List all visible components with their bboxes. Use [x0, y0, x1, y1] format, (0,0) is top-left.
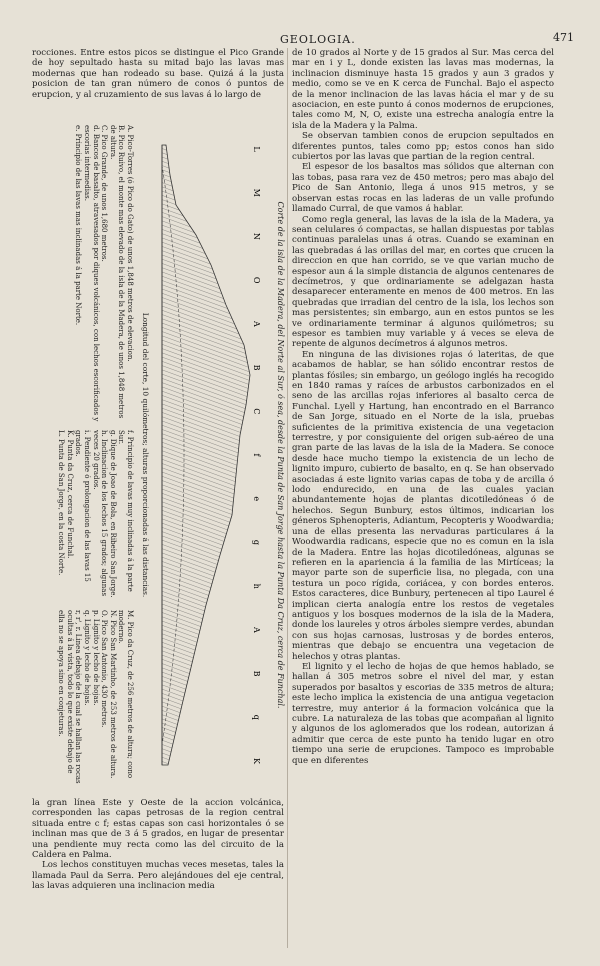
paragraph: Como regla general, las lavas de la isla de la Madera, ya sean celulares ó compactas, se hallan dispuestas por tablas continuas paralelas unas á otras. Cuando se examinan en las quebradas á las orillas del mar, en cortes que crucen la direccion en que han corrido, se ve que varian mucho de espesor aun á la simple distancia de algunos centenares de decímetros, y que ordinariamente se adelgazan hasta desaparecer enteramente en menos de 400 metros. En las quebradas que irradian del centro de la isla, los lechos son mas persistentes; sin embargo, aun en estos puntos se les ve ordinariamente terminar á algunos quilómetros; su espesor es tambien muy variable y á veces se eleva de repente de algunos decímetros á algunos metros. [292, 214, 554, 350]
profile-label: C [252, 408, 261, 415]
cross-section-profile [156, 135, 266, 775]
legend-item: r, r', r. Linea debajo de la cual se hallan las rocas ocultas á la vista, todo lo que existe debajo de ella no se apoya sino en conjeturas. [57, 610, 83, 784]
profile-label: B [252, 670, 261, 677]
figure-length-note: Longitud del corte, 10 quilómetros; alturas proporcionadas á las distancias. [141, 312, 150, 598]
left-column-top [32, 48, 284, 100]
legend-item: C. Pico Grande, de unos 1,680 metros. [100, 125, 109, 262]
paragraph: la gran línea Este y Oeste de la accion volcánica, corresponden las capas petrosas de la region central situada entre c f; estas capas son casi horizontales ó se inclinan mas que de 3 á 5 grados, en lugar de presentar una pendiente muy recta como las del circuito de la Caldera en Palma. [32, 798, 284, 861]
legend-column-1 [74, 125, 134, 425]
page-number: 471 [553, 31, 574, 44]
profile-label: q [252, 714, 261, 720]
profile-label: e [252, 496, 261, 502]
legend-item: q. Lignito y lecho de hojas. [83, 610, 92, 706]
legend-column-2 [57, 430, 134, 605]
profile-label: f [252, 453, 261, 457]
profile-label: M [252, 188, 261, 197]
profile-label: A [252, 320, 261, 327]
paragraph: En ninguna de las divisiones rojas ó lateritas, de que acabamos de hablar, se han sólido encontrar restos de plantas fósiles; sin embargo, un geólogo inglés ha recogido en 1840 ramas y raíces de arbustos carbonizados en el seno de las arcillas rojas inferiores al basalto cerca de Funchal. Lyell y Hartung, han encontrado en el Barranco de San Jorge, situado en el Norte de la isla, pruebas suficientes de la primitiva existencia de una vegetacion terrestre, y por consiguiente del origen sub-aéreo de una gran parte de las lavas de la isla de la Madera. Se conoce desde hace mucho tiempo la existencia de un lecho de lignito impuro, cubierto de basalto, en q. Se han observado asociadas á este lignito varias capas de toba y de arcilla ó lodo endurecido, en una de las cuales yacian abundantemente hojas de plantas dicotiledóneas ó de helechos. Segun Bunbury, estos últimos, indicarian los géneros Sphenopteris, Adiantum, Pecopteris y Woodwardia; una de ellas presenta las nervaduras particulares á la Woodwardia radicans, especie que no es comun en la isla de la Madera. Entre las hojas dicotiledóneas, algunas se refieren en la apariencia á la familia de las Mirtíceas; la mayor parte son de superficie lisa, no plegada, con una testura un poco rígida, coriácea, y con bordes enteros. Estos caracteres, dice Bunbury, pertenecen al tipo Laurel é implican cierta analogía entre los restos de vegetales antiguos y los bosques modernos de la isla de la Madera, donde los laureles y otros árboles siempre verdes, abundan con sus hojas carnosas, lustrosas y de bordes enteros, mientras que debajo se encuentra una vegetacion de helechos y otras plantas. [292, 349, 554, 662]
paragraph: El espesor de los basaltos mas sólidos que alternan con las tobas, pasa rara vez de 450 metros; pero mas abajo del Pico de San Antonio, llega á unos 915 metros, y se observan estas rocas en las laderas de un valle profundo llamado Curral, de que vamos á hablar. [292, 162, 554, 215]
paragraph: Los lechos constituyen muchas veces mesetas, tales la llamada Paul da Serra. Pero alejándoues del eje central, las lavas adquieren una inclinacion media [32, 860, 284, 892]
legend-item: e. Principio de las lavas mas inclinadas á la parte Norte. [74, 125, 83, 326]
legend-item: f. Principio de lavas muy inclinadas á la parte Sur. [117, 430, 134, 592]
legend-item: p. Lignito y lecho de hojas. [91, 610, 100, 706]
profile-label: A [252, 626, 261, 633]
figure-caption: Corte de la isla de la Madera, del Norte al Sur, ó sea, desde la Punta de San Jorge hasta la Punta Da Cruz, cerca de Funchal. [276, 201, 285, 709]
left-column-bottom [32, 798, 284, 892]
profile-label: N [252, 232, 261, 240]
legend-column-3 [57, 610, 134, 785]
legend-item: K. Punta da Cruz, cerca de Funchal. [65, 430, 74, 559]
profile-label: h [252, 583, 261, 589]
paragraph: Se observan tambien conos de erupcion sepultados en diferentes puntos, tales como pp; estos conos han sido cubiertos por las lavas que partian de la region central. [292, 131, 554, 163]
legend-item: B. Pico Ruivo, el monte mas elevado de la isla de la Madera, de unos 1,848 metros de altura. [108, 125, 126, 419]
legend-item: h. Inclinacion de los lechos 15 grados; algunas veces 20 grados. [91, 430, 109, 597]
geological-cross-section-figure [30, 120, 288, 790]
profile-label: O [252, 276, 261, 284]
legend-item: d. Bancos de basalto, atravesados por diques volcánicos, con lechos escorificados y escorias intermedias. [83, 125, 100, 422]
right-column [292, 48, 554, 766]
legend-item: L. Punta de San Jorge, en la costa Norte. [57, 430, 66, 576]
paragraph: de 10 grados al Norte y de 15 grados al Sur. Mas cerca del mar en i y L, donde existen las lavas mas modernas, la inclinacion disminuye hasta 15 grados y aun 3 grados y medio, como se ve en K cerca de Funchal. Bajo el aspecto de la menor inclinacion de las lavas hácia el mar y de su asociacion, en este punto á conos modernos de erupciones, tales como M, N, O, existe una estrecha analogía entre la isla de la Madera y la Palma. [292, 48, 554, 131]
legend-item: M. Pico da Cruz, de 256 metros de altura; cono moderno. [117, 610, 134, 779]
profile-label: K [252, 758, 261, 764]
profile-label: B [252, 364, 261, 371]
legend-item: g. Dique de Joao de Bola, en Ribeiro San Jorge. [108, 430, 117, 598]
legend-item: i. Pendiente ó prolongacion de las lavas 15 grados. [74, 430, 92, 582]
island-profile-shape [162, 145, 250, 765]
legend-item: A. Pico-Torres (ó Pico do Gato) de unos 1,848 metros de elevacion. [126, 125, 134, 362]
page-header: GEOLOGIA. [280, 33, 356, 46]
legend-item: O. Pico San Antonio, 430 metros. [100, 610, 109, 728]
paragraph: El lignito y el lecho de hojas de que hemos hablado, se hallan á 305 metros sobre el nivel del mar, y estan superados por basaltos y escorias de 335 metros de altura; este lecho implica la existencia de una antigua vegetacion terrestre, muy anterior á la formacion volcánica que la cubre. La naturaleza de las tobas que acompañan al lignito y algunos de los aglomerados que los rodean, autorizan á admitir que cerca de este punto ha tenido lugar en otro tiempo una serie de erupciones. Tampoco es improbable que en diferentes [292, 661, 554, 766]
profile-label: g [252, 539, 261, 545]
paragraph: rocciones. Entre estos picos se distingue el Pico Grande de hoy sepultado hasta su mitad bajo las lavas mas modernas que han rodeado su base. Quizá á la justa posicion de tan gran número de conos ó puntos de erupcion, y al cruzamiento de sus lavas á lo largo de [32, 48, 284, 100]
column-divider [287, 48, 288, 948]
profile-label: L [252, 146, 261, 152]
legend-item: N. Pico San Martinho, de 253 metros de altura. [108, 610, 117, 779]
